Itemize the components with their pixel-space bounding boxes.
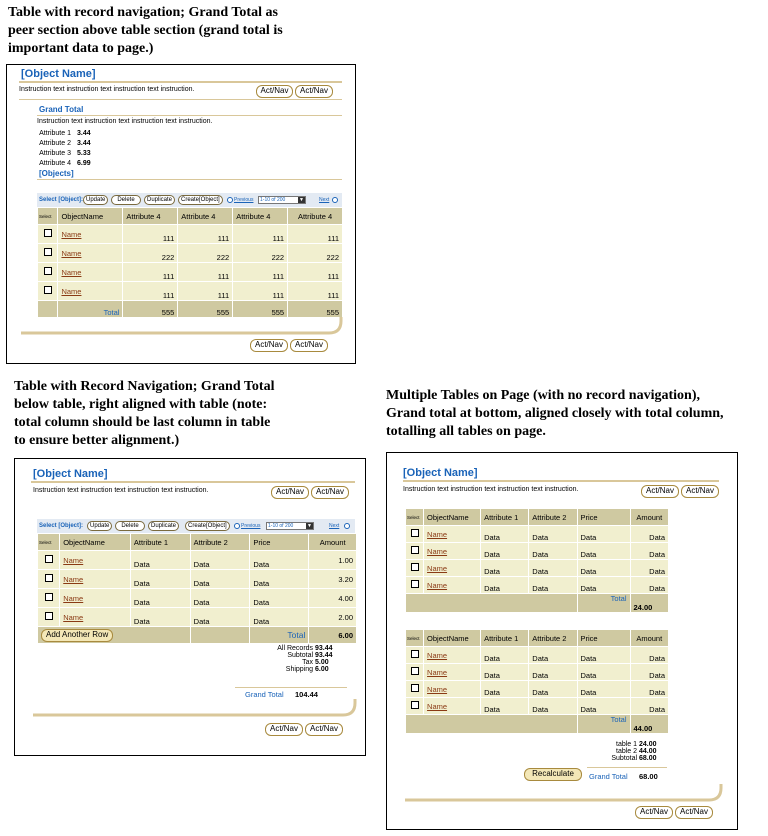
record-toolbar: [37, 193, 342, 207]
caption-3: [386, 387, 766, 441]
row-checkbox[interactable]: [45, 612, 53, 620]
column-header[interactable]: ObjectName: [60, 534, 130, 550]
attribute-label: Attribute 3: [39, 150, 71, 157]
total-value: 6.00: [309, 627, 356, 643]
table-row: [38, 589, 356, 607]
row-name-link[interactable]: Name: [427, 667, 448, 677]
grand-total-label: Grand Total: [245, 690, 284, 699]
total-label: Total: [578, 715, 630, 733]
summary-value: 24.00: [639, 741, 657, 748]
title-divider: [31, 481, 355, 483]
mockup-1-frame: [6, 64, 356, 364]
table-cell: Data: [529, 664, 576, 680]
caption-1: [8, 4, 338, 58]
table-row: [38, 551, 356, 569]
chevron-down-icon: ▼: [299, 197, 304, 203]
table-cell: Data: [529, 577, 576, 593]
act-nav-button[interactable]: Act/Nav: [295, 85, 333, 98]
table-cell: Data: [250, 608, 308, 626]
amount-cell: Data: [631, 543, 668, 559]
table-cell: Data: [529, 560, 576, 576]
summary-value: 44.00: [639, 748, 657, 755]
total-cell: 555: [178, 301, 232, 317]
table-cell: Data: [529, 543, 576, 559]
total-cell: 555: [233, 301, 287, 317]
instruction-text: Instruction text instruction text instruction text instruction.: [33, 487, 209, 494]
table-row: [38, 608, 356, 626]
table-cell: 222: [123, 244, 177, 262]
section-divider: [37, 179, 342, 180]
column-header[interactable]: Attribute 2: [529, 630, 576, 646]
amount-cell: 2.00: [309, 608, 356, 626]
column-header[interactable]: Amount: [309, 534, 356, 550]
column-header[interactable]: Price: [250, 534, 308, 550]
total-row: [406, 715, 668, 733]
row-checkbox[interactable]: [44, 229, 52, 237]
delete-button[interactable]: Delete: [115, 521, 145, 531]
total-value: 24.00: [631, 594, 668, 612]
summary-row: [537, 755, 665, 762]
objects-title: [Objects]: [39, 169, 74, 178]
caption-line: Table with Record Navigation; Grand Total: [14, 379, 275, 394]
table-cell: Data: [191, 551, 250, 569]
total-cell: 555: [123, 301, 177, 317]
table-cell: 111: [123, 282, 177, 300]
amount-cell: Data: [631, 526, 668, 542]
page-range-value: 1-10 of 200: [268, 523, 294, 529]
table-row: [406, 560, 668, 576]
attribute-value: 6.99: [77, 160, 91, 167]
column-header[interactable]: Attribute 1: [481, 509, 528, 525]
table-cell: 111: [178, 282, 232, 300]
mockup-3-frame: [386, 452, 738, 830]
row-name-link[interactable]: Name: [427, 529, 448, 539]
next-link[interactable]: Next: [319, 197, 330, 203]
attribute-row: [27, 160, 91, 167]
table-row: [406, 664, 668, 680]
amount-cell: 4.00: [309, 589, 356, 607]
records-table-2: [405, 629, 669, 734]
row-checkbox[interactable]: [44, 286, 52, 294]
caption-line: Grand total at bottom, aligned closely with total column,: [386, 406, 724, 421]
previous-icon[interactable]: [234, 523, 240, 529]
row-checkbox[interactable]: [44, 248, 52, 256]
page-range-select[interactable]: [266, 522, 314, 530]
row-name-link[interactable]: Name: [427, 684, 448, 694]
table-row: [406, 577, 668, 593]
duplicate-button[interactable]: Duplicate: [144, 195, 175, 205]
table-cell: Data: [191, 608, 250, 626]
row-checkbox[interactable]: [45, 555, 53, 563]
attribute-value: 3.44: [77, 140, 91, 147]
total-row: [38, 627, 356, 643]
column-header[interactable]: ObjectName: [424, 509, 480, 525]
table-cell: Data: [131, 570, 190, 588]
column-header[interactable]: Amount: [631, 630, 668, 646]
record-toolbar: [37, 519, 355, 533]
create-object-button[interactable]: Create[Object]: [178, 195, 223, 205]
next-icon[interactable]: [332, 197, 338, 203]
previous-icon[interactable]: [227, 197, 233, 203]
amount-cell: Data: [631, 664, 668, 680]
caption-line: Multiple Tables on Page (with no record navigation),: [386, 388, 700, 403]
mockup-2-frame: [14, 458, 366, 756]
summary-value: 5.00: [315, 659, 329, 666]
footer-divider: [403, 783, 733, 803]
summary-label: Shipping: [285, 666, 314, 673]
table-cell: 111: [233, 263, 287, 281]
row-name-link[interactable]: Name: [63, 593, 84, 603]
table-cell: 111: [233, 225, 287, 243]
table-cell: Data: [529, 698, 576, 714]
column-header[interactable]: Select: [406, 630, 423, 646]
records-table: [37, 207, 343, 318]
footer-divider: [31, 697, 361, 719]
summary-label: Tax: [302, 659, 314, 666]
table-cell: 111: [123, 225, 177, 243]
table-row: [406, 647, 668, 663]
table-cell: Data: [529, 681, 576, 697]
row-checkbox[interactable]: [411, 701, 419, 709]
update-button[interactable]: Update: [87, 521, 112, 531]
summary-value: 6.00: [315, 666, 329, 673]
section-divider: [37, 115, 342, 116]
table-cell: 222: [288, 244, 342, 262]
section-instruction: Instruction text instruction text instruction text instruction.: [37, 118, 213, 125]
row-name-link[interactable]: Name: [427, 563, 448, 573]
total-label: Total: [578, 594, 630, 612]
act-nav-button[interactable]: Act/Nav: [305, 723, 343, 736]
table-cell: Data: [481, 560, 528, 576]
column-header[interactable]: Select: [406, 509, 423, 525]
act-nav-button[interactable]: Act/Nav: [635, 806, 673, 819]
table-row: [38, 282, 342, 300]
table-cell: Data: [578, 560, 630, 576]
table-cell: Data: [578, 664, 630, 680]
act-nav-button[interactable]: Act/Nav: [675, 806, 713, 819]
table-cell: Data: [191, 570, 250, 588]
table-cell: Data: [131, 589, 190, 607]
summary-value: 93.44: [315, 652, 333, 659]
row-name-link[interactable]: Name: [61, 248, 82, 258]
table-cell: 111: [288, 263, 342, 281]
column-header[interactable]: Attribute 4: [178, 208, 232, 224]
table-cell: 111: [123, 263, 177, 281]
table-cell: Data: [578, 698, 630, 714]
page-range-value: 1-10 of 200: [260, 197, 286, 203]
row-name-link[interactable]: Name: [427, 580, 448, 590]
next-link[interactable]: Next: [329, 523, 340, 529]
act-nav-button[interactable]: Act/Nav: [256, 85, 293, 98]
column-header[interactable]: Amount: [631, 509, 668, 525]
summary-label: table 1: [616, 741, 638, 748]
column-header[interactable]: Select: [38, 534, 59, 550]
summary-block: [537, 741, 665, 762]
act-nav-button[interactable]: Act/Nav: [290, 339, 328, 352]
table-row: [38, 263, 342, 281]
table-cell: Data: [131, 551, 190, 569]
row-checkbox[interactable]: [411, 563, 419, 571]
total-row: [406, 594, 668, 612]
table-cell: 111: [288, 282, 342, 300]
column-header[interactable]: ObjectName: [58, 208, 122, 224]
table-cell: Data: [578, 647, 630, 663]
column-header[interactable]: ObjectName: [424, 630, 480, 646]
table-header-row: [38, 208, 342, 224]
instruction-text: Instruction text instruction text instruction text instruction.: [19, 86, 195, 93]
summary-row: [537, 748, 665, 755]
object-name-title: [Object Name]: [403, 467, 478, 479]
row-name-link[interactable]: Name: [61, 267, 82, 277]
table-cell: 222: [178, 244, 232, 262]
summary-label: table 2: [616, 748, 638, 755]
table-row: [406, 698, 668, 714]
row-checkbox[interactable]: [411, 684, 419, 692]
table-cell: 222: [233, 244, 287, 262]
next-icon[interactable]: [344, 523, 350, 529]
table-cell: Data: [131, 608, 190, 626]
table-row: [38, 225, 342, 243]
duplicate-button[interactable]: Duplicate: [148, 521, 179, 531]
table-row: [406, 543, 668, 559]
row-checkbox[interactable]: [411, 529, 419, 537]
summary-label: All Records: [277, 645, 314, 652]
records-table: [37, 533, 357, 644]
row-checkbox[interactable]: [45, 593, 53, 601]
table-cell: Data: [578, 577, 630, 593]
attribute-value: 3.44: [77, 130, 91, 137]
table-header-row: [406, 630, 668, 646]
caption-line: below table, right aligned with table (note:: [14, 397, 268, 412]
caption-line: important data to page.): [8, 41, 154, 56]
update-button[interactable]: Update: [83, 195, 108, 205]
table-cell: Data: [250, 551, 308, 569]
table-header-row: [406, 509, 668, 525]
table-cell: 111: [233, 282, 287, 300]
column-header[interactable]: Attribute 4: [123, 208, 177, 224]
table-cell: Data: [578, 681, 630, 697]
summary-value: 68.00: [639, 755, 657, 762]
table-cell: Data: [481, 698, 528, 714]
summary-row: [195, 652, 345, 659]
table-header-row: [38, 534, 356, 550]
row-name-link[interactable]: Name: [63, 555, 84, 565]
row-name-link[interactable]: Name: [61, 229, 82, 239]
summary-value: 93.44: [315, 645, 333, 652]
row-checkbox[interactable]: [411, 546, 419, 554]
act-nav-button[interactable]: Act/Nav: [641, 485, 679, 498]
object-name-title: [Object Name]: [33, 468, 108, 480]
caption-line: peer section above table section (grand total is: [8, 23, 283, 38]
total-label: Total: [250, 627, 308, 643]
row-name-link[interactable]: Name: [427, 546, 448, 556]
total-label: Total: [58, 301, 122, 317]
act-nav-button[interactable]: Act/Nav: [271, 486, 309, 499]
column-header[interactable]: Attribute 4: [233, 208, 287, 224]
table-cell: Data: [529, 647, 576, 663]
select-object-label: Select [Object]:: [39, 523, 84, 529]
table-row: [406, 681, 668, 697]
title-divider: [19, 81, 342, 83]
chevron-down-icon: ▼: [307, 523, 312, 529]
previous-link[interactable]: Previous: [234, 197, 254, 203]
row-checkbox[interactable]: [411, 667, 419, 675]
table-cell: Data: [578, 543, 630, 559]
attribute-row: [27, 140, 91, 147]
act-nav-button[interactable]: Act/Nav: [265, 723, 303, 736]
grand-total-divider: [587, 767, 667, 768]
attribute-label: Attribute 1: [39, 130, 71, 137]
column-header[interactable]: Attribute 4: [288, 208, 342, 224]
amount-cell: Data: [631, 681, 668, 697]
delete-button[interactable]: Delete: [111, 195, 141, 205]
instruction-divider: [19, 99, 342, 100]
amount-cell: Data: [631, 577, 668, 593]
table-cell: Data: [481, 526, 528, 542]
column-header[interactable]: Attribute 2: [191, 534, 250, 550]
grand-total-value: 104.44: [295, 690, 318, 699]
table-cell: Data: [250, 589, 308, 607]
table-cell: Data: [191, 589, 250, 607]
records-table-1: [405, 508, 669, 613]
row-name-link[interactable]: Name: [427, 701, 448, 711]
caption-2: [14, 378, 334, 450]
add-another-row-button[interactable]: Add Another Row: [41, 629, 113, 642]
summary-block: [195, 645, 345, 673]
create-object-button[interactable]: Create[Object]: [185, 521, 230, 531]
previous-link[interactable]: Previous: [241, 523, 261, 529]
column-header[interactable]: Price: [578, 509, 630, 525]
row-name-link[interactable]: Name: [63, 574, 84, 584]
caption-line: to ensure better alignment.): [14, 433, 180, 448]
table-row: [38, 570, 356, 588]
row-name-link[interactable]: Name: [427, 650, 448, 660]
attribute-label: Attribute 4: [39, 160, 71, 167]
object-name-title: [Object Name]: [21, 68, 96, 80]
amount-cell: Data: [631, 647, 668, 663]
summary-row: [537, 741, 665, 748]
table-cell: Data: [481, 664, 528, 680]
grand-total-label: Grand Total: [589, 772, 628, 781]
table-cell: Data: [250, 570, 308, 588]
select-object-label: Select [Object]:: [39, 197, 84, 203]
grand-total-title: Grand Total: [39, 105, 84, 114]
amount-cell: Data: [631, 698, 668, 714]
table-cell: Data: [481, 577, 528, 593]
row-checkbox[interactable]: [411, 580, 419, 588]
column-header[interactable]: Attribute 1: [131, 534, 190, 550]
column-header[interactable]: Attribute 2: [529, 509, 576, 525]
row-checkbox[interactable]: [45, 574, 53, 582]
table-cell: 111: [178, 225, 232, 243]
grand-total-divider: [235, 687, 347, 688]
column-header[interactable]: Price: [578, 630, 630, 646]
caption-line: total column should be last column in table: [14, 415, 271, 430]
caption-line: totalling all tables on page.: [386, 424, 546, 439]
total-cell: 555: [288, 301, 342, 317]
summary-label: Subtotal: [287, 652, 314, 659]
table-row: [38, 244, 342, 262]
caption-line: Table with record navigation; Grand Total as: [8, 5, 278, 20]
grand-total-value: 68.00: [639, 772, 658, 781]
title-divider: [403, 480, 719, 482]
instruction-text: Instruction text instruction text instruction text instruction.: [403, 486, 579, 493]
row-name-link[interactable]: Name: [61, 286, 82, 296]
column-header[interactable]: Select: [38, 208, 57, 224]
summary-row: [195, 666, 345, 673]
attribute-label: Attribute 2: [39, 140, 71, 147]
table-cell: Data: [481, 647, 528, 663]
amount-cell: 3.20: [309, 570, 356, 588]
attribute-row: [27, 130, 91, 137]
column-header[interactable]: Attribute 1: [481, 630, 528, 646]
act-nav-button[interactable]: Act/Nav: [250, 339, 288, 352]
act-nav-button[interactable]: Act/Nav: [681, 485, 719, 498]
recalculate-button[interactable]: Recalculate: [524, 768, 582, 781]
summary-label: Subtotal: [611, 755, 638, 762]
footer-divider: [19, 315, 349, 335]
table-cell: 111: [288, 225, 342, 243]
total-value: 44.00: [631, 715, 668, 733]
attribute-row: [27, 150, 91, 157]
row-checkbox[interactable]: [411, 650, 419, 658]
attribute-value: 5.33: [77, 150, 91, 157]
page-range-select[interactable]: [258, 196, 306, 204]
row-name-link[interactable]: Name: [63, 612, 84, 622]
table-cell: Data: [481, 543, 528, 559]
amount-cell: 1.00: [309, 551, 356, 569]
act-nav-button[interactable]: Act/Nav: [311, 486, 349, 499]
summary-row: [195, 645, 345, 652]
table-cell: Data: [578, 526, 630, 542]
amount-cell: Data: [631, 560, 668, 576]
table-cell: Data: [481, 681, 528, 697]
table-row: [406, 526, 668, 542]
row-checkbox[interactable]: [44, 267, 52, 275]
table-cell: 111: [178, 263, 232, 281]
table-cell: Data: [529, 526, 576, 542]
summary-row: [195, 659, 345, 666]
